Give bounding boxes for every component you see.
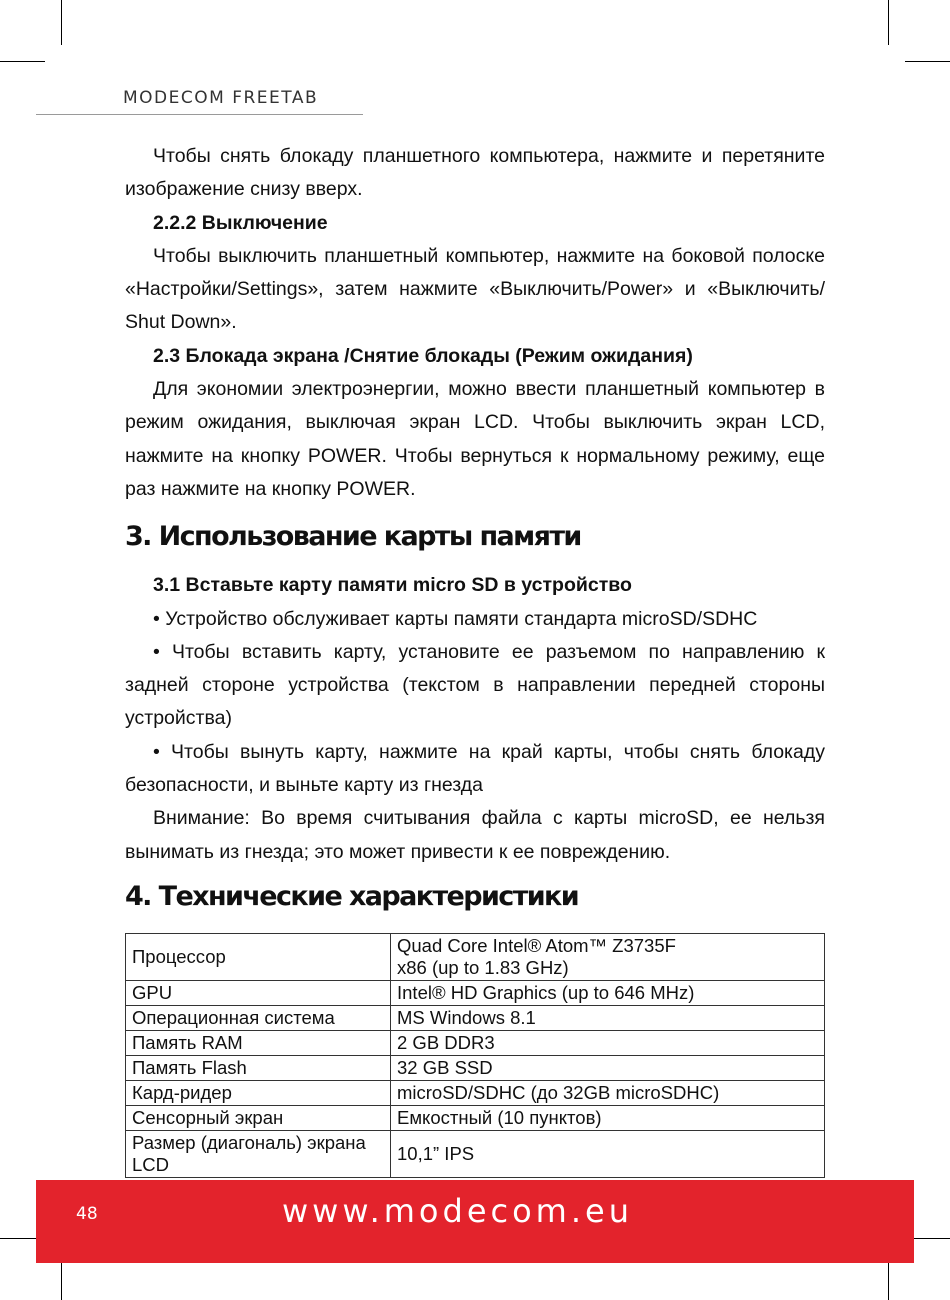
crop-mark xyxy=(888,0,889,45)
spec-value-line: x86 (up to 1.83 GHz) xyxy=(397,956,569,978)
page-number: 48 xyxy=(76,1204,98,1224)
subheading-insert-card: 3.1 Вставьте карту памяти micro SD в устройство xyxy=(153,574,632,597)
spec-key: Размер (диагональ) экрана LCD xyxy=(126,1130,391,1177)
spec-value: microSD/SDHC (до 32GB microSDHC) xyxy=(391,1080,825,1105)
table-row xyxy=(126,1105,825,1130)
crop-mark xyxy=(905,61,950,62)
crop-mark xyxy=(0,61,45,62)
spec-key: Сенсорный экран xyxy=(126,1105,391,1130)
table-row xyxy=(126,1130,825,1177)
section-title-specifications: 4. Технические характеристики xyxy=(125,880,579,912)
table-row xyxy=(126,1030,825,1055)
warning-note: Внимание: Во время считывания файла с карты microSD, ее нельзя вынимать из гнезда; это может привести к ее повреждению. xyxy=(125,807,825,863)
paragraph-unlock: Чтобы снять блокаду планшетного компьютера, нажмите и перетяните изображение снизу вверх. xyxy=(125,145,825,201)
spec-key: Операционная система xyxy=(126,1005,391,1030)
spec-value: MS Windows 8.1 xyxy=(391,1005,825,1030)
footer-band xyxy=(36,1180,914,1263)
table-row xyxy=(126,980,825,1005)
website-url: www.modecom.eu xyxy=(282,1192,633,1230)
table-row xyxy=(126,1080,825,1105)
header-rule xyxy=(36,114,363,115)
spec-value xyxy=(391,933,825,980)
table-row xyxy=(126,1005,825,1030)
table-row xyxy=(126,1055,825,1080)
spec-value: Intel® HD Graphics (up to 646 MHz) xyxy=(391,980,825,1005)
spec-value: 2 GB DDR3 xyxy=(391,1030,825,1055)
spec-key: Кард-ридер xyxy=(126,1080,391,1105)
header-brand: MODECOM FREETAB xyxy=(123,88,319,108)
list-item: • Устройство обслуживает карты памяти стандарта microSD/SDHC xyxy=(153,607,758,630)
table-row xyxy=(126,933,825,980)
paragraph-shutdown: Чтобы выключить планшетный компьютер, нажмите на боковой полоске «Настройки/Settings», затем нажмите «Выключить/Power» и «Выключить/ Shut Down». xyxy=(125,244,825,334)
specs-table xyxy=(125,933,825,1178)
subheading-shutdown: 2.2.2 Выключение xyxy=(153,211,328,234)
list-item: • Чтобы вставить карту, установите ее разъемом по направлению к задней стороне устройства (текстом в направлении передней стороны устройства) xyxy=(125,640,825,730)
spec-value: 10,1” IPS xyxy=(391,1130,825,1177)
spec-key: Память Flash xyxy=(126,1055,391,1080)
spec-value-line: Quad Core Intel® Atom™ Z3735F xyxy=(397,934,676,956)
crop-mark xyxy=(61,0,62,45)
section-title-memory-card: 3. Использование карты памяти xyxy=(125,521,581,553)
paragraph-standby: Для экономии электроэнергии, можно ввести планшетный компьютер в режим ожидания, выключая экран LCD. Чтобы выключить экран LCD, нажмите на кнопку POWER. Чтобы вернуться к нормальному режиму, еще раз нажмите на кнопку POWER. xyxy=(125,378,825,500)
page-content xyxy=(125,140,825,1178)
spec-key: Процессор xyxy=(126,933,391,980)
subheading-screen-lock: 2.3 Блокада экрана /Снятие блокады (Режим ожидания) xyxy=(153,344,693,367)
list-item: • Чтобы вынуть карту, нажмите на край карты, чтобы снять блокаду безопасности, и выньте карту из гнезда xyxy=(125,740,825,797)
spec-key: Память RAM xyxy=(126,1030,391,1055)
spec-value: Емкостный (10 пунктов) xyxy=(391,1105,825,1130)
spec-key: GPU xyxy=(126,980,391,1005)
spec-value: 32 GB SSD xyxy=(391,1055,825,1080)
